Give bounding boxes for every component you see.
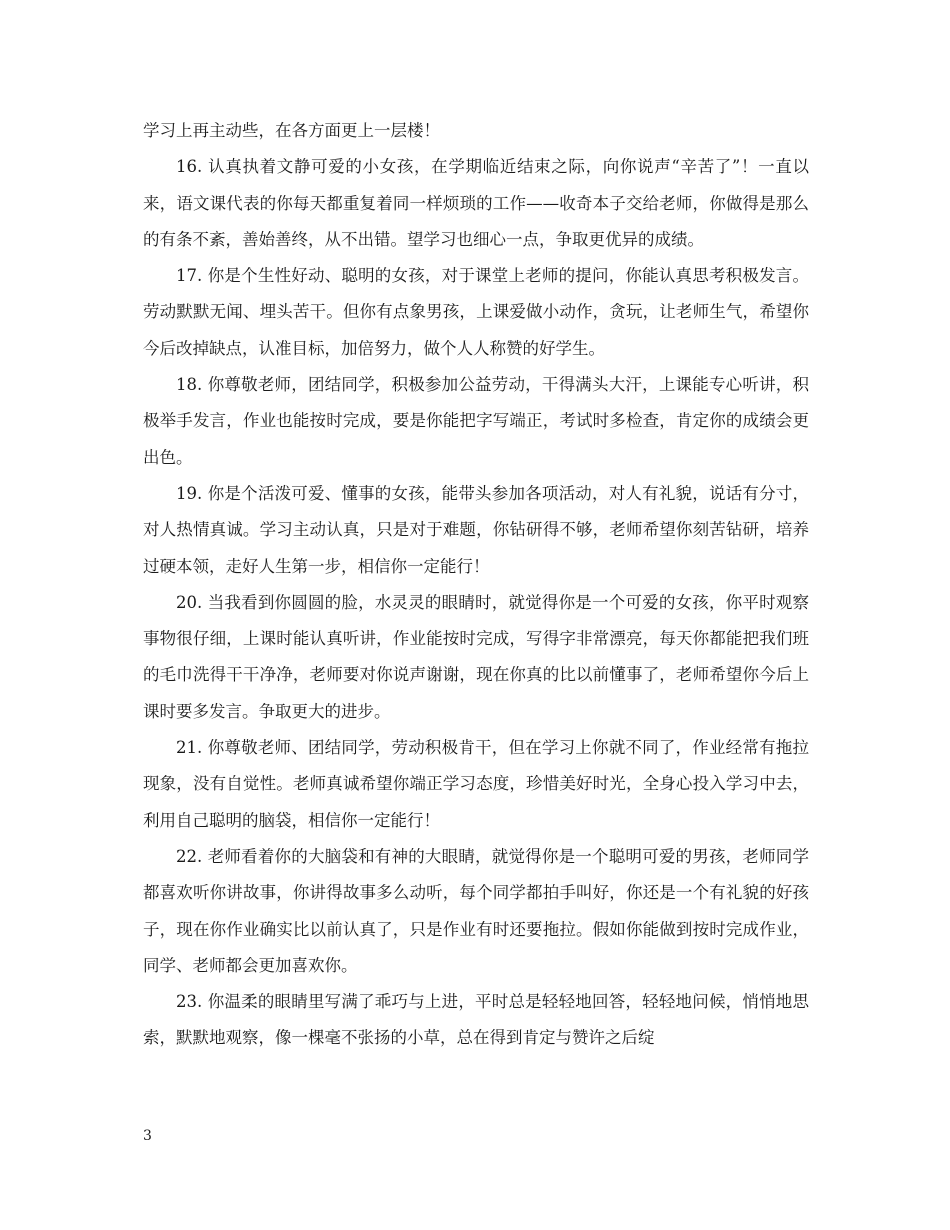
- paragraph-item-22: 22. 老师看着你的大脑袋和有神的大眼睛，就觉得你是一个聪明可爱的男孩，老师同学都喜欢听你讲故事，你讲得故事多么动听，每个同学都拍手叫好，你还是一个有礼貌的好孩子，现在你作业确实比以前认真了，只是作业有时还要拖拉。假如你能做到按时完成作业，同学、老师都会更加喜欢你。: [143, 846, 809, 975]
- paragraph-item-19: 19. 你是个活泼可爱、懂事的女孩，能带头参加各项活动，对人有礼貌，说话有分寸，对人热情真诚。学习主动认真，只是对于难题，你钻研得不够，老师希望你刻苦钻研，培养过硬本领，走好人生第一步，相信你一定能行！: [143, 483, 809, 576]
- paragraph-item-21: 21. 你尊敬老师、团结同学，劳动积极肯干，但在学习上你就不同了，作业经常有拖拉现象，没有自觉性。老师真诚希望你端正学习态度，珍惜美好时光，全身心投入学习中去，利用自己聪明的脑袋，相信你一定能行！: [143, 738, 809, 830]
- paragraph-item-20: 20. 当我看到你圆圆的脸，水灵灵的眼睛时，就觉得你是一个可爱的女孩，你平时观察事物很仔细，上课时能认真听讲，作业能按时完成，写得字非常漂亮，每天你都能把我们班的毛巾洗得干干净净，老师要对你说声谢谢，现在你真的比以前懂事了，老师希望你今后上课时要多发言。争取更大的进步。: [143, 592, 809, 721]
- page-number: 3: [143, 1128, 152, 1144]
- paragraph-item-17: 17. 你是个生性好动、聪明的女孩，对于课堂上老师的提问，你能认真思考积极发言。劳动默默无闻、埋头苦干。但你有点象男孩，上课爱做小动作，贪玩，让老师生气，希望你今后改掉缺点，认准目标，加倍努力，做个人人称赞的好学生。: [143, 266, 809, 358]
- paragraph-item-16: 16. 认真执着文静可爱的小女孩，在学期临近结束之际，向你说声“辛苦了”！一直以来，语文课代表的你每天都重复着同一样烦琐的工作——收奇本子交给老师，你做得是那么的有条不紊，善始善终，从不出错。望学习也细心一点，争取更优异的成绩。: [143, 157, 809, 249]
- paragraph-item-23: 23. 你温柔的眼睛里写满了乖巧与上进，平时总是轻轻地回答，轻轻地问候，悄悄地思索，默默地观察，像一棵毫不张扬的小草，总在得到肯定与赞许之后绽: [143, 992, 809, 1048]
- paragraph-item-18: 18. 你尊敬老师，团结同学，积极参加公益劳动，干得满头大汗，上课能专心听讲，积极举手发言，作业也能按时完成，要是你能把字写端正，考试时多检查，肯定你的成绩会更出色。: [143, 375, 809, 467]
- paragraph-continuation: 学习上再主动些，在各方面更上一层楼！: [143, 121, 440, 140]
- document-body: [143, 113, 809, 1057]
